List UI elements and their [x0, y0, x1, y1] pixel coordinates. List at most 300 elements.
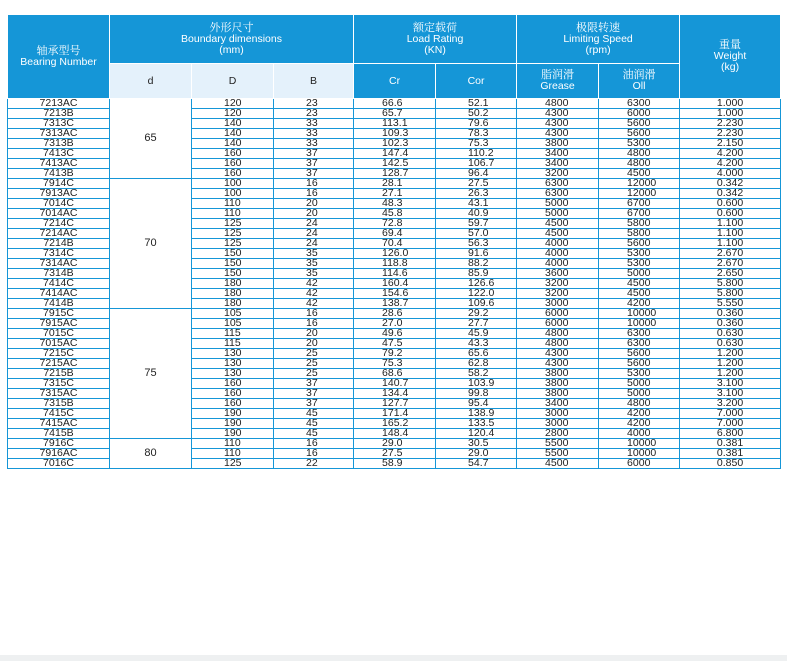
outer-diameter-cell: 115 — [192, 329, 274, 339]
cor-cell: 99.8 — [436, 389, 517, 399]
bearing-number-cell: 7016C — [8, 459, 110, 469]
cor-cell: 109.6 — [436, 299, 517, 309]
bore-diameter-cell: 75 — [110, 309, 192, 439]
cr-cell: 68.6 — [354, 369, 436, 379]
subheader-grease: 脂润滑 Grease — [517, 64, 599, 99]
outer-diameter-cell: 190 — [192, 409, 274, 419]
cr-cell: 140.7 — [354, 379, 436, 389]
oil-speed-cell: 5000 — [599, 269, 680, 279]
weight-cell: 6.800 — [680, 429, 781, 439]
cor-cell: 96.4 — [436, 169, 517, 179]
cor-cell: 59.7 — [436, 219, 517, 229]
cr-cell: 72.8 — [354, 219, 436, 229]
cor-cell: 120.4 — [436, 429, 517, 439]
outer-diameter-cell: 160 — [192, 159, 274, 169]
grease-speed-cell: 3400 — [517, 399, 599, 409]
cr-cell: 126.0 — [354, 249, 436, 259]
cr-cell: 65.7 — [354, 109, 436, 119]
outer-diameter-cell: 115 — [192, 339, 274, 349]
cor-cell: 45.9 — [436, 329, 517, 339]
weight-cell: 0.381 — [680, 439, 781, 449]
cor-cell: 58.2 — [436, 369, 517, 379]
header-weight: 重量 Weight (kg) — [680, 15, 781, 99]
outer-diameter-cell: 110 — [192, 209, 274, 219]
cor-cell: 30.5 — [436, 439, 517, 449]
bearing-number-cell: 7214C — [8, 219, 110, 229]
cor-cell: 126.6 — [436, 279, 517, 289]
weight-cell: 0.600 — [680, 199, 781, 209]
outer-diameter-cell: 120 — [192, 109, 274, 119]
cor-cell: 65.6 — [436, 349, 517, 359]
bearing-number-cell: 7914C — [8, 179, 110, 189]
oil-speed-cell: 5600 — [599, 119, 680, 129]
subheader-width: B — [274, 64, 354, 99]
weight-cell: 2.230 — [680, 119, 781, 129]
oil-speed-cell: 5800 — [599, 229, 680, 239]
width-cell: 16 — [274, 319, 354, 329]
weight-cell: 5.550 — [680, 299, 781, 309]
cr-cell: 171.4 — [354, 409, 436, 419]
subheader-cr: Cr — [354, 64, 436, 99]
grease-speed-cell: 4800 — [517, 339, 599, 349]
cr-cell: 49.6 — [354, 329, 436, 339]
oil-speed-cell: 5300 — [599, 249, 680, 259]
weight-cell: 0.360 — [680, 309, 781, 319]
grease-speed-cell: 4300 — [517, 349, 599, 359]
outer-diameter-cell: 110 — [192, 199, 274, 209]
bearing-number-cell: 7015C — [8, 329, 110, 339]
bearing-number-cell: 7213AC — [8, 99, 110, 109]
grease-speed-cell: 3400 — [517, 159, 599, 169]
grease-speed-cell: 6300 — [517, 179, 599, 189]
oil-speed-cell: 10000 — [599, 319, 680, 329]
table-row — [8, 309, 781, 319]
cor-cell: 110.2 — [436, 149, 517, 159]
oil-speed-cell: 5000 — [599, 379, 680, 389]
weight-cell: 4.000 — [680, 169, 781, 179]
cor-cell: 79.6 — [436, 119, 517, 129]
header-boundary-dimensions: 外形尺寸 Boundary dimensions (mm) — [110, 15, 354, 64]
weight-cell: 0.850 — [680, 459, 781, 469]
subheader-outer-diameter: D — [192, 64, 274, 99]
bearing-number-cell: 7413AC — [8, 159, 110, 169]
bearing-number-cell: 7913AC — [8, 189, 110, 199]
cr-cell: 47.5 — [354, 339, 436, 349]
width-cell: 45 — [274, 409, 354, 419]
bearing-number-cell: 7215C — [8, 349, 110, 359]
width-cell: 24 — [274, 219, 354, 229]
oil-speed-cell: 5300 — [599, 369, 680, 379]
oil-speed-cell: 10000 — [599, 449, 680, 459]
bearing-number-cell: 7313AC — [8, 129, 110, 139]
width-cell: 16 — [274, 179, 354, 189]
bearing-number-cell: 7415AC — [8, 419, 110, 429]
bearing-number-cell: 7315AC — [8, 389, 110, 399]
outer-diameter-cell: 180 — [192, 289, 274, 299]
oil-speed-cell: 6000 — [599, 109, 680, 119]
bearing-number-cell: 7214B — [8, 239, 110, 249]
oil-speed-cell: 12000 — [599, 179, 680, 189]
weight-cell: 0.342 — [680, 179, 781, 189]
weight-cell: 0.342 — [680, 189, 781, 199]
weight-cell: 2.670 — [680, 259, 781, 269]
oil-speed-cell: 4200 — [599, 299, 680, 309]
width-cell: 35 — [274, 249, 354, 259]
oil-speed-cell: 4000 — [599, 429, 680, 439]
cr-cell: 66.6 — [354, 99, 436, 109]
grease-speed-cell: 4300 — [517, 359, 599, 369]
width-cell: 25 — [274, 349, 354, 359]
outer-diameter-cell: 105 — [192, 319, 274, 329]
outer-diameter-cell: 180 — [192, 279, 274, 289]
cor-cell: 106.7 — [436, 159, 517, 169]
header-bearing-number: 轴承型号 Bearing Number — [8, 15, 110, 99]
weight-cell: 2.650 — [680, 269, 781, 279]
width-cell: 16 — [274, 309, 354, 319]
grease-speed-cell: 6000 — [517, 319, 599, 329]
outer-diameter-cell: 105 — [192, 309, 274, 319]
bearing-number-cell: 7315C — [8, 379, 110, 389]
grease-speed-cell: 3800 — [517, 139, 599, 149]
weight-cell: 3.100 — [680, 379, 781, 389]
outer-diameter-cell: 180 — [192, 299, 274, 309]
outer-diameter-cell: 110 — [192, 449, 274, 459]
subheader-oil: 油润滑 Oll — [599, 64, 680, 99]
outer-diameter-cell: 190 — [192, 419, 274, 429]
cor-cell: 88.2 — [436, 259, 517, 269]
width-cell: 42 — [274, 289, 354, 299]
weight-cell: 1.100 — [680, 229, 781, 239]
bearing-number-cell: 7014C — [8, 199, 110, 209]
bearing-number-cell: 7215B — [8, 369, 110, 379]
grease-speed-cell: 4800 — [517, 99, 599, 109]
weight-cell: 1.000 — [680, 109, 781, 119]
outer-diameter-cell: 125 — [192, 459, 274, 469]
width-cell: 33 — [274, 139, 354, 149]
grease-speed-cell: 4300 — [517, 109, 599, 119]
bearing-number-cell: 7313B — [8, 139, 110, 149]
cor-cell: 138.9 — [436, 409, 517, 419]
bearing-number-cell: 7315B — [8, 399, 110, 409]
cr-cell: 128.7 — [354, 169, 436, 179]
cor-cell: 29.0 — [436, 449, 517, 459]
cor-cell: 29.2 — [436, 309, 517, 319]
outer-diameter-cell: 160 — [192, 169, 274, 179]
oil-speed-cell: 5300 — [599, 139, 680, 149]
oil-speed-cell: 4500 — [599, 279, 680, 289]
weight-cell: 2.670 — [680, 249, 781, 259]
grease-speed-cell: 6000 — [517, 309, 599, 319]
outer-diameter-cell: 140 — [192, 119, 274, 129]
weight-cell: 1.000 — [680, 99, 781, 109]
width-cell: 33 — [274, 129, 354, 139]
grease-speed-cell: 4500 — [517, 459, 599, 469]
grease-speed-cell: 5500 — [517, 439, 599, 449]
outer-diameter-cell: 150 — [192, 259, 274, 269]
bearing-number-cell: 7015AC — [8, 339, 110, 349]
bearing-number-cell: 7916AC — [8, 449, 110, 459]
width-cell: 35 — [274, 259, 354, 269]
weight-cell: 3.200 — [680, 399, 781, 409]
cr-cell: 138.7 — [354, 299, 436, 309]
outer-diameter-cell: 140 — [192, 129, 274, 139]
subheader-d: d — [110, 64, 192, 99]
weight-cell: 4.200 — [680, 159, 781, 169]
bore-diameter-cell: 70 — [110, 179, 192, 309]
grease-speed-cell: 5000 — [517, 209, 599, 219]
bearing-number-cell: 7213B — [8, 109, 110, 119]
outer-diameter-cell: 125 — [192, 229, 274, 239]
width-cell: 37 — [274, 399, 354, 409]
weight-cell: 4.200 — [680, 149, 781, 159]
oil-speed-cell: 6700 — [599, 199, 680, 209]
cr-cell: 165.2 — [354, 419, 436, 429]
width-cell: 37 — [274, 149, 354, 159]
grease-speed-cell: 2800 — [517, 429, 599, 439]
grease-speed-cell: 3800 — [517, 389, 599, 399]
cr-cell: 58.9 — [354, 459, 436, 469]
oil-speed-cell: 4800 — [599, 149, 680, 159]
outer-diameter-cell: 160 — [192, 379, 274, 389]
cor-cell: 85.9 — [436, 269, 517, 279]
width-cell: 20 — [274, 209, 354, 219]
oil-speed-cell: 4500 — [599, 289, 680, 299]
cor-cell: 95.4 — [436, 399, 517, 409]
width-cell: 25 — [274, 369, 354, 379]
width-cell: 23 — [274, 99, 354, 109]
bearing-number-cell: 7214AC — [8, 229, 110, 239]
grease-speed-cell: 6300 — [517, 189, 599, 199]
bore-diameter-cell: 65 — [110, 99, 192, 179]
outer-diameter-cell: 160 — [192, 149, 274, 159]
grease-speed-cell: 4300 — [517, 129, 599, 139]
width-cell: 35 — [274, 269, 354, 279]
oil-speed-cell: 6000 — [599, 459, 680, 469]
width-cell: 16 — [274, 189, 354, 199]
cr-cell: 109.3 — [354, 129, 436, 139]
oil-speed-cell: 10000 — [599, 439, 680, 449]
width-cell: 20 — [274, 339, 354, 349]
cor-cell: 91.6 — [436, 249, 517, 259]
bearing-number-cell: 7915AC — [8, 319, 110, 329]
cr-cell: 27.5 — [354, 449, 436, 459]
width-cell: 45 — [274, 419, 354, 429]
width-cell: 20 — [274, 199, 354, 209]
oil-speed-cell: 12000 — [599, 189, 680, 199]
width-cell: 37 — [274, 159, 354, 169]
width-cell: 33 — [274, 119, 354, 129]
cor-cell: 78.3 — [436, 129, 517, 139]
oil-speed-cell: 6700 — [599, 209, 680, 219]
bearing-number-cell: 7413C — [8, 149, 110, 159]
width-cell: 37 — [274, 379, 354, 389]
oil-speed-cell: 10000 — [599, 309, 680, 319]
weight-cell: 2.150 — [680, 139, 781, 149]
cor-cell: 27.7 — [436, 319, 517, 329]
weight-cell: 1.200 — [680, 349, 781, 359]
grease-speed-cell: 3200 — [517, 279, 599, 289]
cor-cell: 40.9 — [436, 209, 517, 219]
grease-speed-cell: 4800 — [517, 329, 599, 339]
cor-cell: 56.3 — [436, 239, 517, 249]
cr-cell: 113.1 — [354, 119, 436, 129]
bearing-number-cell: 7314C — [8, 249, 110, 259]
grease-speed-cell: 3800 — [517, 379, 599, 389]
width-cell: 25 — [274, 359, 354, 369]
cor-cell: 43.1 — [436, 199, 517, 209]
outer-diameter-cell: 160 — [192, 399, 274, 409]
width-cell: 45 — [274, 429, 354, 439]
subheader-cor: Cor — [436, 64, 517, 99]
width-cell: 20 — [274, 329, 354, 339]
oil-speed-cell: 4200 — [599, 409, 680, 419]
width-cell: 37 — [274, 169, 354, 179]
grease-speed-cell: 3000 — [517, 419, 599, 429]
bearing-table-container — [7, 14, 780, 469]
cr-cell: 118.8 — [354, 259, 436, 269]
oil-speed-cell: 5300 — [599, 259, 680, 269]
cr-cell: 29.0 — [354, 439, 436, 449]
width-cell: 23 — [274, 109, 354, 119]
oil-speed-cell: 5600 — [599, 239, 680, 249]
cr-cell: 28.1 — [354, 179, 436, 189]
grease-speed-cell: 3200 — [517, 289, 599, 299]
grease-speed-cell: 5000 — [517, 199, 599, 209]
grease-speed-cell: 5500 — [517, 449, 599, 459]
table-body — [8, 99, 781, 469]
bearing-number-cell: 7414B — [8, 299, 110, 309]
oil-speed-cell: 4800 — [599, 399, 680, 409]
outer-diameter-cell: 100 — [192, 179, 274, 189]
weight-cell: 7.000 — [680, 419, 781, 429]
oil-speed-cell: 6300 — [599, 329, 680, 339]
bearing-number-cell: 7414C — [8, 279, 110, 289]
cr-cell: 154.6 — [354, 289, 436, 299]
cr-cell: 142.5 — [354, 159, 436, 169]
oil-speed-cell: 6300 — [599, 99, 680, 109]
cor-cell: 57.0 — [436, 229, 517, 239]
header-load-rating: 额定载荷 Load Rating (KN) — [354, 15, 517, 64]
bearing-number-cell: 7313C — [8, 119, 110, 129]
width-cell: 42 — [274, 299, 354, 309]
oil-speed-cell: 4800 — [599, 159, 680, 169]
grease-speed-cell: 4000 — [517, 239, 599, 249]
oil-speed-cell: 5800 — [599, 219, 680, 229]
bearing-number-cell: 7215AC — [8, 359, 110, 369]
cor-cell: 26.3 — [436, 189, 517, 199]
oil-speed-cell: 6300 — [599, 339, 680, 349]
oil-speed-cell: 4200 — [599, 419, 680, 429]
weight-cell: 1.100 — [680, 219, 781, 229]
weight-cell: 0.381 — [680, 449, 781, 459]
grease-speed-cell: 4300 — [517, 119, 599, 129]
width-cell: 24 — [274, 239, 354, 249]
weight-cell: 2.230 — [680, 129, 781, 139]
width-cell: 16 — [274, 449, 354, 459]
cor-cell: 43.3 — [436, 339, 517, 349]
grease-speed-cell: 3000 — [517, 299, 599, 309]
grease-speed-cell: 4000 — [517, 259, 599, 269]
grease-speed-cell: 4000 — [517, 249, 599, 259]
grease-speed-cell: 3800 — [517, 369, 599, 379]
cr-cell: 45.8 — [354, 209, 436, 219]
width-cell: 24 — [274, 229, 354, 239]
bearing-number-cell: 7916C — [8, 439, 110, 449]
cor-cell: 122.0 — [436, 289, 517, 299]
width-cell: 22 — [274, 459, 354, 469]
bearing-spec-table — [7, 14, 781, 469]
cr-cell: 102.3 — [354, 139, 436, 149]
bearing-number-cell: 7415B — [8, 429, 110, 439]
grease-speed-cell: 4500 — [517, 219, 599, 229]
bore-diameter-cell: 80 — [110, 439, 192, 469]
grease-speed-cell: 3400 — [517, 149, 599, 159]
cr-cell: 69.4 — [354, 229, 436, 239]
cor-cell: 50.2 — [436, 109, 517, 119]
header-limiting-speed: 极限转速 Limiting Speed (rpm) — [517, 15, 680, 64]
outer-diameter-cell: 100 — [192, 189, 274, 199]
cr-cell: 27.1 — [354, 189, 436, 199]
cr-cell: 134.4 — [354, 389, 436, 399]
oil-speed-cell: 5600 — [599, 359, 680, 369]
cr-cell: 160.4 — [354, 279, 436, 289]
grease-speed-cell: 3600 — [517, 269, 599, 279]
cr-cell: 148.4 — [354, 429, 436, 439]
cor-cell: 103.9 — [436, 379, 517, 389]
outer-diameter-cell: 125 — [192, 239, 274, 249]
weight-cell: 1.200 — [680, 359, 781, 369]
grease-speed-cell: 4500 — [517, 229, 599, 239]
cr-cell: 114.6 — [354, 269, 436, 279]
grease-speed-cell: 3200 — [517, 169, 599, 179]
bearing-number-cell: 7413B — [8, 169, 110, 179]
oil-speed-cell: 5600 — [599, 129, 680, 139]
oil-speed-cell: 5600 — [599, 349, 680, 359]
weight-cell: 1.200 — [680, 369, 781, 379]
cor-cell: 75.3 — [436, 139, 517, 149]
weight-cell: 5.800 — [680, 289, 781, 299]
cr-cell: 28.6 — [354, 309, 436, 319]
cor-cell: 52.1 — [436, 99, 517, 109]
cr-cell: 75.3 — [354, 359, 436, 369]
outer-diameter-cell: 140 — [192, 139, 274, 149]
width-cell: 42 — [274, 279, 354, 289]
weight-cell: 0.630 — [680, 339, 781, 349]
weight-cell: 3.100 — [680, 389, 781, 399]
outer-diameter-cell: 110 — [192, 439, 274, 449]
bearing-number-cell: 7415C — [8, 409, 110, 419]
weight-cell: 5.800 — [680, 279, 781, 289]
outer-diameter-cell: 130 — [192, 369, 274, 379]
bearing-number-cell: 7915C — [8, 309, 110, 319]
oil-speed-cell: 5000 — [599, 389, 680, 399]
cor-cell: 133.5 — [436, 419, 517, 429]
weight-cell: 1.100 — [680, 239, 781, 249]
bearing-number-cell: 7014AC — [8, 209, 110, 219]
cr-cell: 27.0 — [354, 319, 436, 329]
bearing-number-cell: 7414AC — [8, 289, 110, 299]
cr-cell: 70.4 — [354, 239, 436, 249]
oil-speed-cell: 4500 — [599, 169, 680, 179]
outer-diameter-cell: 150 — [192, 249, 274, 259]
outer-diameter-cell: 150 — [192, 269, 274, 279]
table-row — [8, 99, 781, 109]
cor-cell: 62.8 — [436, 359, 517, 369]
cr-cell: 127.7 — [354, 399, 436, 409]
outer-diameter-cell: 120 — [192, 99, 274, 109]
outer-diameter-cell: 190 — [192, 429, 274, 439]
weight-cell: 0.600 — [680, 209, 781, 219]
